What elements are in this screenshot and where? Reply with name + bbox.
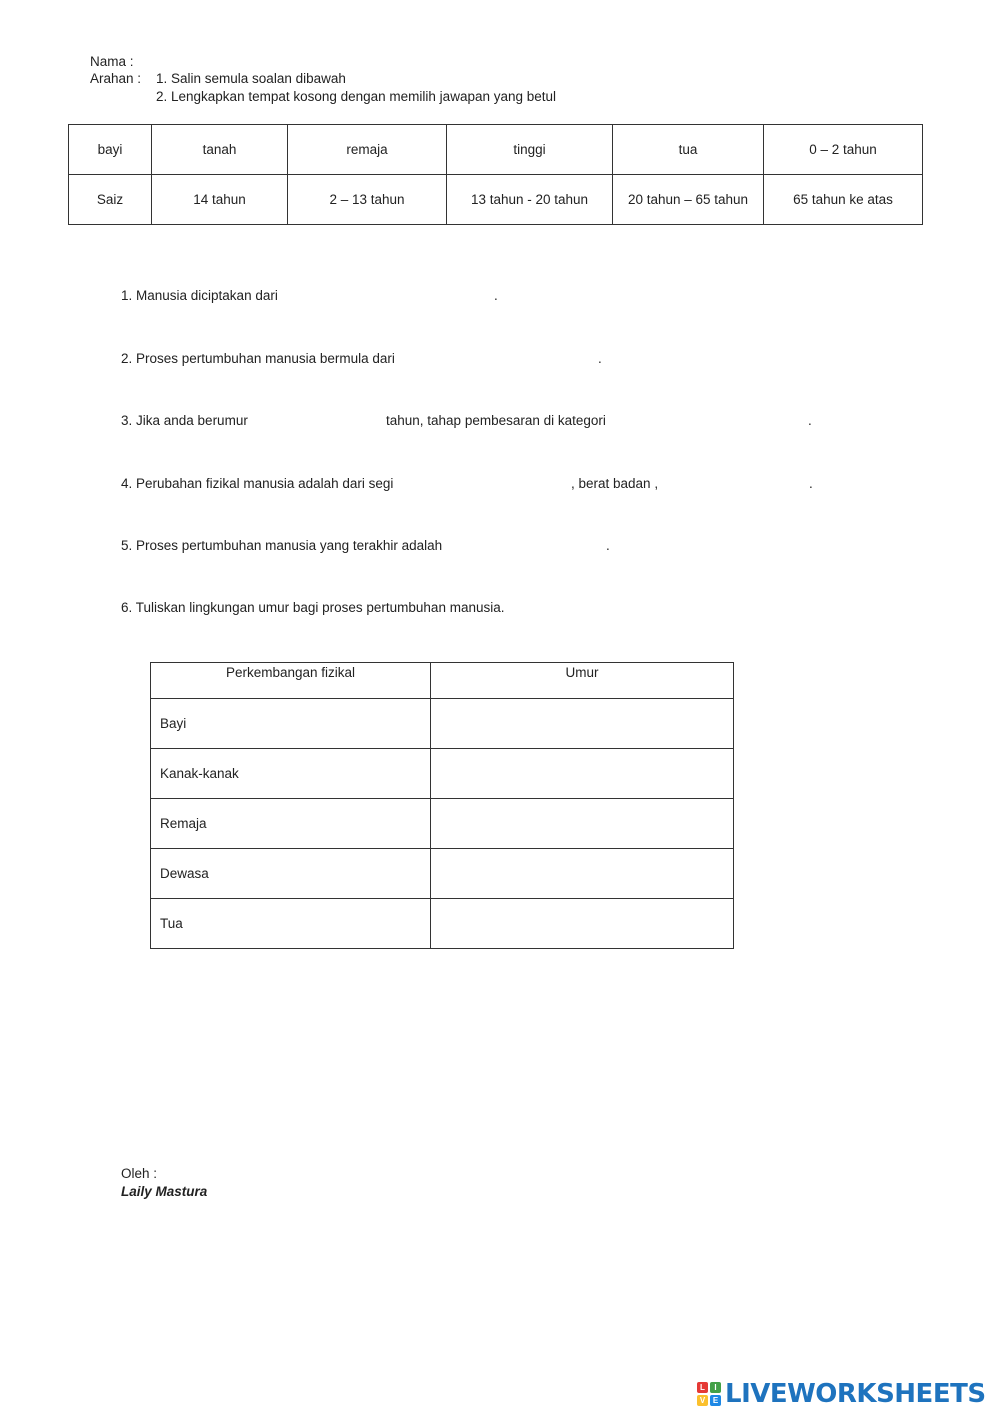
question-3-text: 3. Jika anda berumur [121, 413, 248, 428]
row-label: Dewasa [151, 849, 431, 899]
logo-mark-letter: V [697, 1395, 708, 1406]
answer-cell[interactable] [431, 799, 734, 849]
answer-option[interactable]: 65 tahun ke atas [764, 175, 923, 225]
logo-mark-letter: L [697, 1382, 708, 1393]
question-6-text: 6. Tuliskan lingkungan umur bagi proses pertumbuhan manusia. [121, 600, 505, 615]
logo-mark-letter: E [710, 1395, 721, 1406]
question-2-end: . [598, 351, 602, 366]
table-row [151, 699, 734, 749]
instruction-1: 1. Salin semula soalan dibawah [156, 71, 346, 86]
row-label: Kanak-kanak [151, 749, 431, 799]
answer-bank-table [68, 124, 923, 225]
instruction-2: 2. Lengkapkan tempat kosong dengan memilih jawapan yang betul [156, 89, 557, 104]
credit-label: Oleh : [121, 1166, 158, 1181]
question-4-mid: , berat badan , [571, 476, 659, 491]
answer-option[interactable]: 2 – 13 tahun [288, 175, 447, 225]
answer-cell[interactable] [431, 699, 734, 749]
liveworksheets-logo [697, 1379, 986, 1409]
table-row [151, 799, 734, 849]
table-row [151, 749, 734, 799]
question-1-text: 1. Manusia diciptakan dari [121, 288, 278, 303]
answer-option[interactable]: tanah [152, 125, 288, 175]
question-3-end: . [808, 413, 812, 428]
answer-bank-row [69, 175, 923, 225]
table-row [151, 899, 734, 949]
answer-option[interactable]: tua [613, 125, 764, 175]
logo-text: LIVEWORKSHEETS [725, 1379, 986, 1409]
answer-option[interactable]: Saiz [69, 175, 152, 225]
logo-mark-icon [697, 1382, 721, 1406]
answer-option[interactable]: remaja [288, 125, 447, 175]
name-label: Nama : [90, 54, 134, 69]
table-row [151, 849, 734, 899]
question-5-end: . [606, 538, 610, 553]
question-3-mid: tahun, tahap pembesaran di kategori [386, 413, 606, 428]
answer-option[interactable]: 14 tahun [152, 175, 288, 225]
row-label: Bayi [151, 699, 431, 749]
answer-option[interactable]: 0 – 2 tahun [764, 125, 923, 175]
question-1-end: . [494, 288, 498, 303]
logo-mark-letter: I [710, 1382, 721, 1393]
row-label: Remaja [151, 799, 431, 849]
answer-option[interactable]: bayi [69, 125, 152, 175]
answer-bank-row [69, 125, 923, 175]
question-4-end: . [809, 476, 813, 491]
question-5-text: 5. Proses pertumbuhan manusia yang terakhir adalah [121, 538, 443, 553]
answer-cell[interactable] [431, 749, 734, 799]
table-header-row [151, 663, 734, 699]
answer-option[interactable]: tinggi [447, 125, 613, 175]
credit-author: Laily Mastura [121, 1184, 208, 1199]
answer-option[interactable]: 20 tahun – 65 tahun [613, 175, 764, 225]
answer-cell[interactable] [431, 899, 734, 949]
answer-option[interactable]: 13 tahun - 20 tahun [447, 175, 613, 225]
question-4-text: 4. Perubahan fizikal manusia adalah dari segi [121, 476, 394, 491]
age-range-table [150, 662, 734, 949]
instructions-label: Arahan : [90, 71, 142, 86]
header-perkembangan-fizikal: Perkembangan fizikal [151, 663, 431, 699]
header-umur: Umur [431, 663, 734, 699]
row-label: Tua [151, 899, 431, 949]
question-2-text: 2. Proses pertumbuhan manusia bermula dari [121, 351, 395, 366]
answer-cell[interactable] [431, 849, 734, 899]
